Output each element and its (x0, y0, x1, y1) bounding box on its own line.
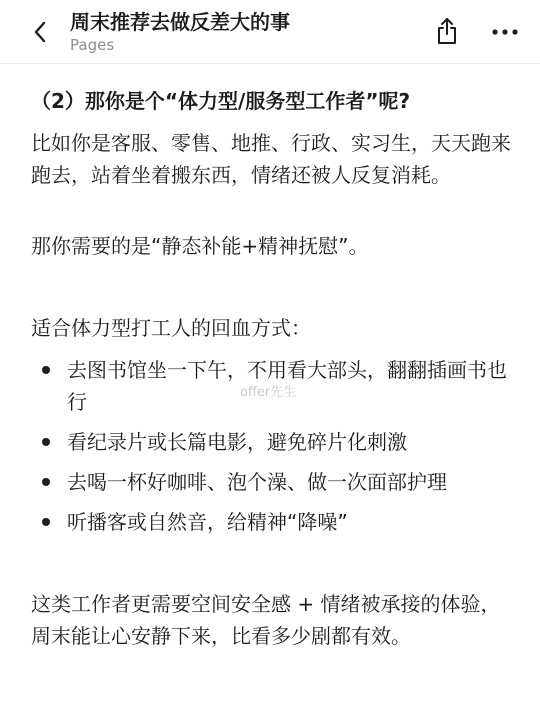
bullet-dot (42, 366, 50, 374)
list-item (31, 354, 518, 418)
section-heading: （2）那你是个“体力型/服务型工作者”呢? (31, 89, 411, 113)
bullet-dot (42, 518, 50, 526)
page-subtitle: Pages (70, 36, 115, 54)
list-item (31, 466, 518, 498)
back-button[interactable] (22, 16, 58, 48)
bullet-dot (42, 478, 50, 486)
share-button[interactable] (432, 14, 462, 48)
list-item-text: 看纪录片或长篇电影，避免碎片化刺激 (67, 430, 407, 454)
paragraph-conclusion: 这类工作者更需要空间安全感 + 情绪被承接的体验，周末能让心安静下来，比看多少剧都有效。 (31, 592, 501, 648)
paragraph-need: 那你需要的是“静态补能+精神抚慰”。 (31, 234, 369, 258)
list-item-text: 去图书馆坐一下午，不用看大部头，翻翻插画书也行 (67, 358, 507, 414)
more-button[interactable] (488, 18, 522, 46)
paragraph-list-intro: 适合体力型打工人的回血方式： (31, 316, 311, 340)
list-item (31, 506, 518, 538)
title-block (70, 8, 420, 54)
more-horizontal-icon (492, 28, 518, 36)
watermark: offer先生 (240, 385, 297, 400)
list-item-text: 听播客或自然音，给精神“降噪” (67, 510, 348, 534)
page-title: 周末推荐去做反差大的事 (70, 10, 290, 34)
paragraph-intro: 比如你是客服、零售、地推、行政、实习生，天天跑来跑去，站着坐着搬东西，情绪还被人反复消耗。 (31, 131, 511, 187)
list-item (31, 426, 518, 458)
recovery-list (31, 354, 518, 546)
top-nav-bar (0, 0, 540, 64)
bullet-dot (42, 438, 50, 446)
chevron-left-icon (33, 20, 47, 44)
list-item-text: 去喝一杯好咖啡、泡个澡、做一次面部护理 (67, 470, 447, 494)
share-icon (435, 17, 459, 45)
